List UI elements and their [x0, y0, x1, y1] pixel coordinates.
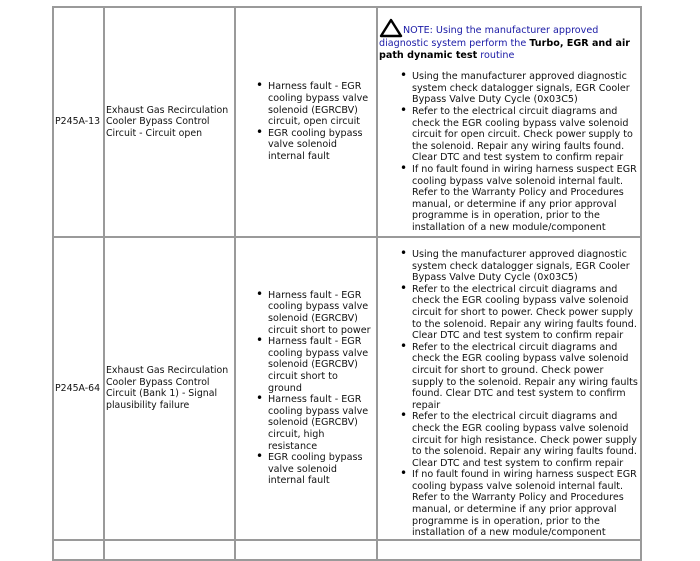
table-cell: [104, 540, 235, 560]
note-suffix: routine: [477, 49, 515, 61]
list-item: • Refer to the electrical circuit diagrams and check the EGR cooling bypass valve solenoid circuit for short to power. Check power supply to the solenoid. Repair any wiring faults found. Clear DTC and test system to confirm repair: [412, 284, 638, 342]
action-cell: [377, 237, 641, 540]
list-item: • Harness fault - EGR cooling bypass valve solenoid (EGRCBV) circuit short to power: [268, 290, 374, 336]
dtc-table: [52, 6, 642, 561]
actions-list: [412, 71, 638, 233]
list-item: • Using the manufacturer approved diagnostic system check datalogger signals, EGR Cooler Bypass Valve Duty Cycle (0x03C5): [412, 249, 638, 284]
list-item: • Using the manufacturer approved diagnostic system check datalogger signals, EGR Cooler Bypass Valve Duty Cycle (0x03C5): [412, 71, 638, 106]
list-item: • If no fault found in wiring harness suspect EGR cooling bypass valve solenoid internal fault. Refer to the Warranty Policy and Procedures manual, or determine if any prior approval programme is in operation, prior to the installation of a new module/component: [412, 469, 638, 539]
list-item: • Refer to the electrical circuit diagrams and check the EGR cooling bypass valve solenoid circuit for open circuit. Check power supply to the solenoid. Repair any wiring faults found. Clear DTC and test system to confirm repair: [412, 106, 638, 164]
action-cell: [377, 7, 641, 237]
list-item: • EGR cooling bypass valve solenoid internal fault: [268, 128, 374, 163]
dtc-description: Exhaust Gas Recirculation Cooler Bypass Control Circuit (Bank 1) - Signal plausibility failure: [104, 237, 235, 540]
dtc-code: P245A-64: [53, 237, 104, 540]
table-row: [53, 7, 641, 237]
possible-causes-list: [268, 81, 374, 162]
table-cell: [53, 540, 104, 560]
note-block: [378, 8, 640, 61]
possible-causes-list: [268, 290, 374, 487]
possible-causes-cell: [235, 237, 377, 540]
list-item: • Refer to the electrical circuit diagrams and check the EGR cooling bypass valve solenoid circuit for short to ground. Check power supply to the solenoid. Repair any wiring faults found. Clear DTC and test system to confirm repair: [412, 342, 638, 412]
list-item: • Harness fault - EGR cooling bypass valve solenoid (EGRCBV) circuit short to ground: [268, 336, 374, 394]
actions-list: [412, 249, 638, 539]
note-text: NOTE: Using the manufacturer approved diagnostic system perform the: [379, 25, 599, 49]
list-item: • Harness fault - EGR cooling bypass valve solenoid (EGRCBV) circuit, open circuit: [268, 81, 374, 127]
list-item: • Refer to the electrical circuit diagrams and check the EGR cooling bypass valve solenoid circuit for high resistance. Check power supply to the solenoid. Repair any wiring faults found. Clear DTC and test system to confirm repair: [412, 411, 638, 469]
dtc-code: P245A-13: [53, 7, 104, 237]
table-row: [53, 237, 641, 540]
table-cell: [377, 540, 641, 560]
warning-triangle-icon: [379, 18, 403, 38]
table-row: [53, 540, 641, 560]
dynamic-test-link[interactable]: Turbo, EGR and air path dynamic test: [379, 38, 630, 61]
dtc-description: Exhaust Gas Recirculation Cooler Bypass Control Circuit - Circuit open: [104, 7, 235, 237]
list-item: • Harness fault - EGR cooling bypass valve solenoid (EGRCBV) circuit, high resistance: [268, 394, 374, 452]
list-item: • If no fault found in wiring harness suspect EGR cooling bypass valve solenoid internal fault. Refer to the Warranty Policy and Procedures manual, or determine if any prior approval programme is in operation, prior to the installation of a new module/component: [412, 164, 638, 234]
list-item: • EGR cooling bypass valve solenoid internal fault: [268, 452, 374, 487]
possible-causes-cell: [235, 7, 377, 237]
table-cell: [235, 540, 377, 560]
